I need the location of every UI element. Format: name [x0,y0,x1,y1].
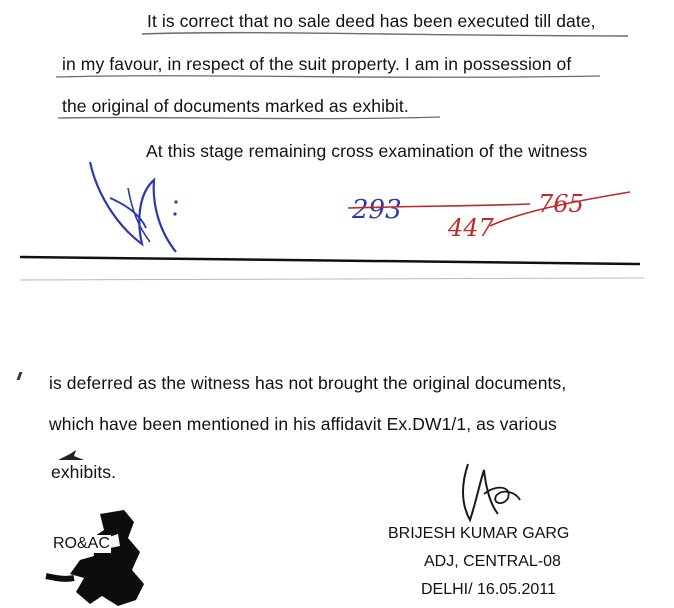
handwritten-number-red-1: 447 [448,214,494,242]
ink-blot-icon [56,448,86,464]
text-line-1: It is correct that no sale deed has been executed till date, [147,11,596,31]
text-line-3: the original of documents marked as exhibit. [62,96,409,116]
handwritten-number-blue: 293 [352,195,402,225]
handwritten-number-red-2: 765 [538,190,584,218]
page-bottom-edge [20,250,644,290]
signature-icon [80,158,190,258]
margin-mark [17,372,23,380]
handwritten-page-numbers [340,168,650,248]
torn-stamp-patch [40,508,160,608]
text-line-6: which have been mentioned in his affidavit Ex.DW1/1, as various [49,414,557,434]
stamp-label: RO&AC [53,535,110,552]
pencil-underline-marks [0,0,674,140]
text-line-2: in my favour, in respect of the suit property. I am in possession of [62,54,572,74]
judge-signature-icon [440,458,530,530]
text-line-4: At this stage remaining cross examination of the witness [146,141,588,161]
signatory-designation: ADJ, CENTRAL-08 [424,553,561,570]
text-line-7: exhibits. [51,462,117,482]
signatory-place-date: DELHI/ 16.05.2011 [421,581,556,598]
signatory-name: BRIJESH KUMAR GARG [388,525,570,542]
text-line-5: is deferred as the witness has not brought the original documents, [49,373,567,393]
